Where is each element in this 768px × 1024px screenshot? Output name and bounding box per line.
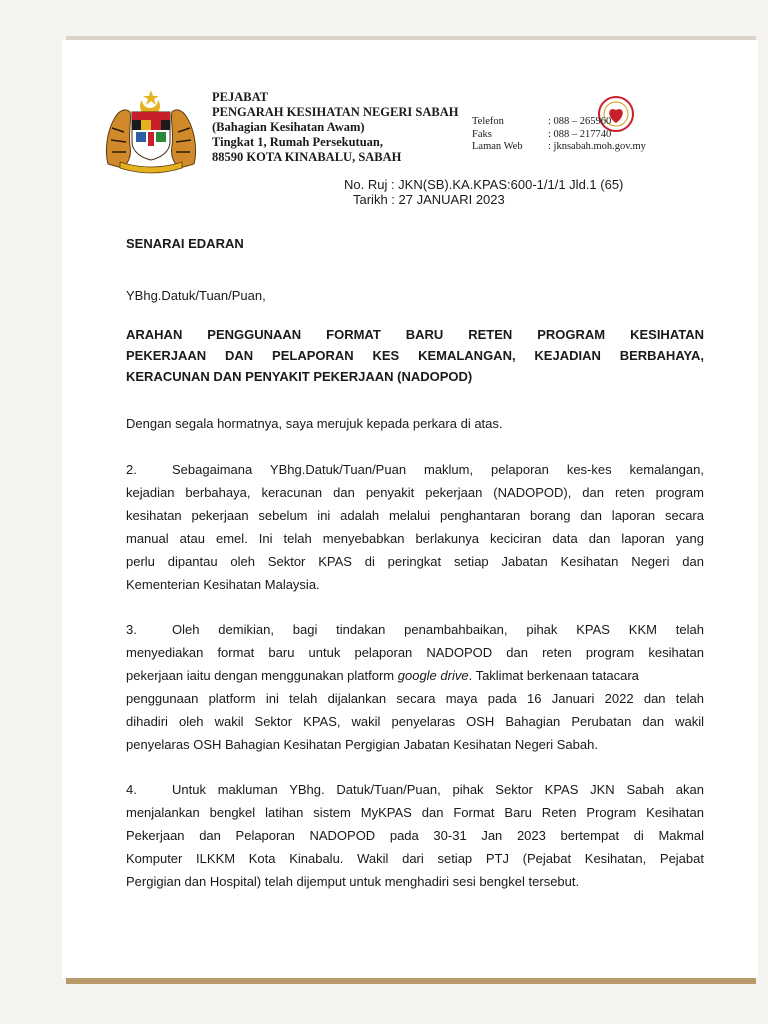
paragraph-line: menjalankan bengkel latihan sistem MyKPAS dan Format Baru Reten Program Kesihatan	[126, 805, 704, 820]
letter-date: Tarikh : 27 JANUARI 2023	[353, 192, 505, 207]
contact-row-faks	[472, 129, 646, 142]
letter-page	[62, 40, 758, 978]
paragraph-line: menyediakan format baru untuk pelaporan NADOPOD dan reten program kesihatan	[126, 645, 704, 660]
contact-label: Laman Web	[472, 141, 523, 152]
paragraph-4	[126, 778, 704, 893]
paragraph-line: perlu dipantau oleh Sektor KPAS di peringkat setiap Jabatan Kesihatan Negeri dan	[126, 554, 704, 569]
contact-label: Telefon	[472, 116, 504, 127]
contact-details	[472, 116, 646, 154]
office-line: 88590 KOTA KINABALU, SABAH	[212, 150, 402, 164]
paragraph-line: manual atau emel. Ini telah menyebabkan berlakunya keciciran data dan laporan yang	[126, 531, 704, 546]
paragraph-line: kejadian berbahaya, keracunan dan penyakit pekerjaan (NADOPOD), dan reten program	[126, 485, 704, 500]
paragraph-number: 3.	[126, 622, 137, 637]
paragraph-number: 2.	[126, 462, 137, 477]
subject-line: KERACUNAN DAN PENYAKIT PEKERJAAN (NADOPOD)	[126, 369, 473, 384]
subject-heading	[126, 324, 704, 387]
reference-block	[344, 177, 623, 207]
office-address-block	[212, 90, 512, 165]
paper-bottom-edge	[66, 978, 756, 984]
contact-value: : 088 – 217740	[548, 128, 612, 140]
subject-line: PEKERJAAN DAN PELAPORAN KES KEMALANGAN, KEJADIAN BERBAHAYA,	[126, 348, 704, 363]
paragraph-line	[126, 458, 704, 481]
intro-sentence: Dengan segala hormatnya, saya merujuk kepada perkara di atas.	[126, 416, 503, 431]
office-line: PEJABAT	[212, 90, 269, 104]
paragraph-text: . Taklimat berkenaan tatacara	[468, 668, 639, 683]
paragraph-3	[126, 618, 704, 756]
contact-row-web	[472, 141, 646, 154]
contact-row-telefon	[472, 116, 646, 129]
paragraph-text: Untuk makluman YBhg. Datuk/Tuan/Puan, pihak Sektor KPAS JKN Sabah akan	[172, 782, 704, 797]
contact-value: : 088 – 265960	[548, 116, 612, 127]
paragraph-line	[126, 664, 704, 687]
subject-line: ARAHAN PENGGUNAAN FORMAT BARU RETEN PROGRAM KESIHATAN	[126, 327, 704, 342]
salutation: YBhg.Datuk/Tuan/Puan,	[126, 288, 266, 303]
contact-value: : jknsabah.moh.gov.my	[548, 141, 646, 152]
paragraph-text: pekerjaan iaitu dengan menggunakan platform	[126, 668, 398, 683]
paragraph-line: penyelaras OSH Bahagian Kesihatan Pergigian Jabatan Kesihatan Negeri Sabah.	[126, 737, 598, 752]
office-line: Tingkat 1, Rumah Persekutuan,	[212, 135, 383, 149]
coat-of-arms-icon	[102, 88, 200, 174]
paragraph-text: Sebagaimana YBhg.Datuk/Tuan/Puan maklum, pelaporan kes-kes kemalangan,	[172, 462, 704, 477]
paragraph-line: Pekerjaan dan Pelaporan NADOPOD pada 30-31 Jan 2023 bertempat di Makmal	[126, 828, 704, 843]
paragraph-line	[126, 778, 704, 801]
recipient-heading: SENARAI EDARAN	[126, 236, 244, 251]
paragraph-number: 4.	[126, 782, 137, 797]
paragraph-line	[126, 618, 704, 641]
paragraph-line: Kementerian Kesihatan Malaysia.	[126, 577, 320, 592]
paragraph-text: Oleh demikian, bagi tindakan penambahbaikan, pihak KPAS KKM telah	[172, 622, 704, 637]
paragraph-2	[126, 458, 704, 596]
office-line: (Bahagian Kesihatan Awam)	[212, 120, 365, 134]
paragraph-line: Pergigian dan Hospital) telah dijemput untuk menghadiri sesi bengkel tersebut.	[126, 874, 580, 889]
contact-label: Faks	[472, 128, 492, 140]
reference-number: No. Ruj : JKN(SB).KA.KPAS:600-1/1/1 Jld.1 (65)	[344, 177, 624, 192]
paragraph-line: kesihatan pekerjaan sebelum ini adalah melalui penghantaran borang dan laporan secara	[126, 508, 704, 523]
paragraph-line: penggunaan platform ini telah dijalankan secara maya pada 16 Januari 2022 dan telah	[126, 691, 704, 706]
paragraph-line: Komputer ILKKM Kota Kinabalu. Wakil dari setiap PTJ (Pejabat Kesihatan, Pejabat	[126, 851, 704, 866]
office-line: PENGARAH KESIHATAN NEGERI SABAH	[212, 105, 459, 119]
paragraph-line: dihadiri oleh wakil Sektor KPAS, wakil penyelaras OSH Bahagian Perubatan dan wakil	[126, 714, 704, 729]
italic-phrase: google drive	[397, 668, 469, 683]
